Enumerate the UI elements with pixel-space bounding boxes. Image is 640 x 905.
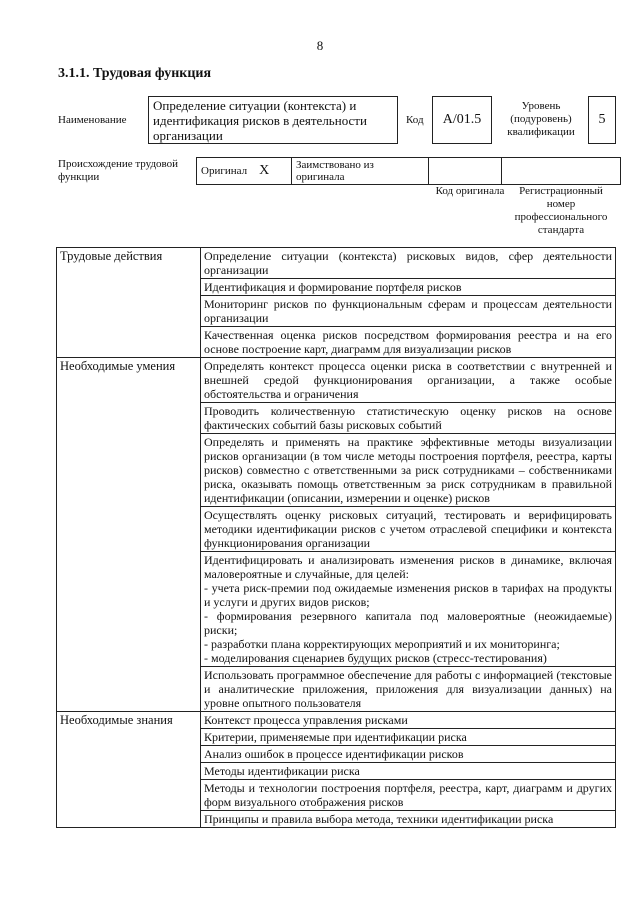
original-label: Оригинал [201,165,248,177]
section-item: Использовать программное обеспечение для работы с информацией (текстовые и аналитические приложения, приложения для визуализации данных) на уровне опытного пользователя [201,667,616,712]
section-item: Анализ ошибок в процессе идентификации рисков [201,746,616,763]
section-item: Контекст процесса управления рисками [201,712,616,729]
original-mark: X [259,163,270,178]
section-item: Критерии, применяемые при идентификации риска [201,729,616,746]
level-box: 5 [588,96,616,144]
section-item: Методы и технологии построения портфеля, реестра, карт, диаграмм и других форм визуального отображения рисков [201,780,616,811]
code-box: A/01.5 [432,96,492,144]
section-item: Определять и применять на практике эффективные методы визуализации рисков организации (в том числе методы построения портфеля, реестра, карты рисков) совместно с ответственными за риск сотрудниками – собственниками риска, оказывать помощь ответственным за риск сотрудникам в правильной идентификации (описании, измерении и оценке) рисков [201,434,616,507]
page-number: 8 [316,38,324,53]
section-category: Трудовые действия [57,248,201,358]
code-label: Код [406,114,424,126]
origin-label: Происхождение трудовой функции [58,158,179,183]
table-row [57,712,616,729]
code-original-cell [429,158,502,185]
section-category: Необходимые умения [57,358,201,712]
section-item: Принципы и правила выбора метода, техники идентификации риска [201,811,616,828]
function-details-table [56,247,616,828]
section-item: Определять контекст процесса оценки риска в соответствии с внутренней и внешней средой функционирования организации, а также особые обстоятельства и ограничения [201,358,616,403]
section-category: Необходимые знания [57,712,201,828]
table-row [57,248,616,279]
section-item: Проводить количественную статистическую оценку рисков на основе фактических событий базы рисковых событий [201,403,616,434]
section-item: Методы идентификации риска [201,763,616,780]
name-label: Наименование [58,114,127,126]
table-row [57,358,616,403]
section-item: Качественная оценка рисков посредством формирования реестра и на его основе построение карт, диаграмм для визуализации рисков [201,327,616,358]
reg-number-caption: Регистрационный номер профессионального стандарта [514,185,608,236]
code-original-caption: Код оригинала [435,185,505,197]
section-item: Идентифицировать и анализировать изменения рисков в динамике, включая маловероятные и случайные, для целей: - учета риск-премии под ожидаемые изменения рисков в тарифах на продукты и услуги и других видов рисков; - формирования резервного капитала под маловероятные (неожидаемые) риски; - разработки плана корректирующих мероприятий и их мониторинга; - моделирования сценариев будущих рисков (стресс-тестирования) [201,552,616,667]
reg-number-cell [502,158,621,185]
section-item: Осуществлять оценку рисковых ситуаций, тестировать и верифицировать методики идентификации рисков с учетом отраслевой специфики и контекста функционирования организации [201,507,616,552]
original-cell [197,158,292,185]
section-item: Мониторинг рисков по функциональным сферам и процессам деятельности организации [201,296,616,327]
section-item: Определение ситуации (контекста) рисковых видов, сфер деятельности организации [201,248,616,279]
function-name-box: Определение ситуации (контекста) и идентификация рисков в деятельности организации [148,96,398,144]
borrowed-cell: Заимствовано из оригинала [292,158,429,185]
level-label: Уровень (подуровень) квалификации [507,100,575,138]
origin-table [196,157,621,185]
section-title: 3.1.1. Трудовая функция [58,66,212,81]
section-item: Идентификация и формирование портфеля рисков [201,279,616,296]
